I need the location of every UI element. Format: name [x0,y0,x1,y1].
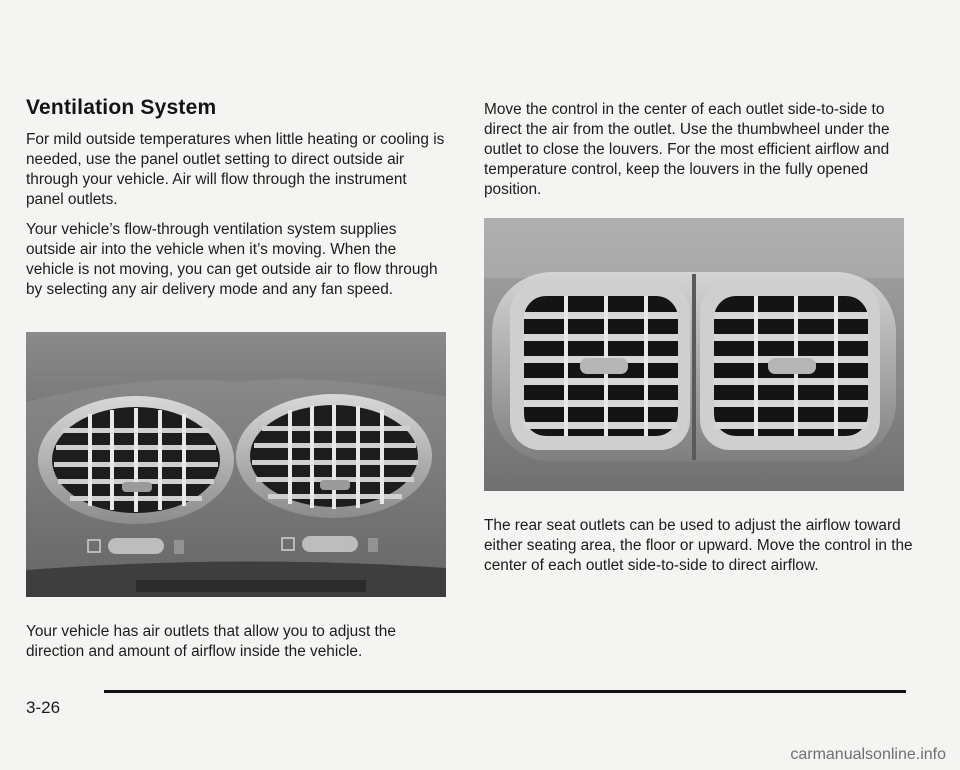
section-title: Ventilation System [26,96,217,119]
caption-rear-seat-outlets: The rear seat outlets can be used to adjust the airflow toward either seating area, the floor or upward. Move the control in the center of each outlet side-to-side to direct airflow. [484,517,913,574]
right-column [484,100,914,210]
caption-air-outlets: Your vehicle has air outlets that allow you to adjust the direction and amount of airflow inside the vehicle. [26,623,396,660]
rear-seat-outlets-photo [484,218,904,491]
instrument-panel-outlets-photo [26,332,446,597]
footer-rule [104,690,906,693]
paragraph-flow-through: Your vehicle’s flow-through ventilation system supplies outside air into the vehicle when it’s moving. When the vehicle is not moving, you can get outside air to flow through by selecting any air delivery mode and any fan speed. [26,221,438,298]
left-column [26,96,446,310]
watermark: carmanualsonline.info [790,746,946,763]
right-caption [484,516,914,586]
left-caption [26,622,451,672]
paragraph-outlet-control: Move the control in the center of each outlet side-to-side to direct the air from the outlet. Use the thumbwheel under the outlet to close the louvers. For the most efficient airflow and temperature control, keep the louvers in the fully opened position. [484,101,890,198]
page-number: 3-26 [26,698,61,717]
paragraph-mild-temperatures: For mild outside temperatures when little heating or cooling is needed, use the panel outlet setting to direct outside air through your vehicle. Air will flow through the instrument panel outlets. [26,131,445,208]
